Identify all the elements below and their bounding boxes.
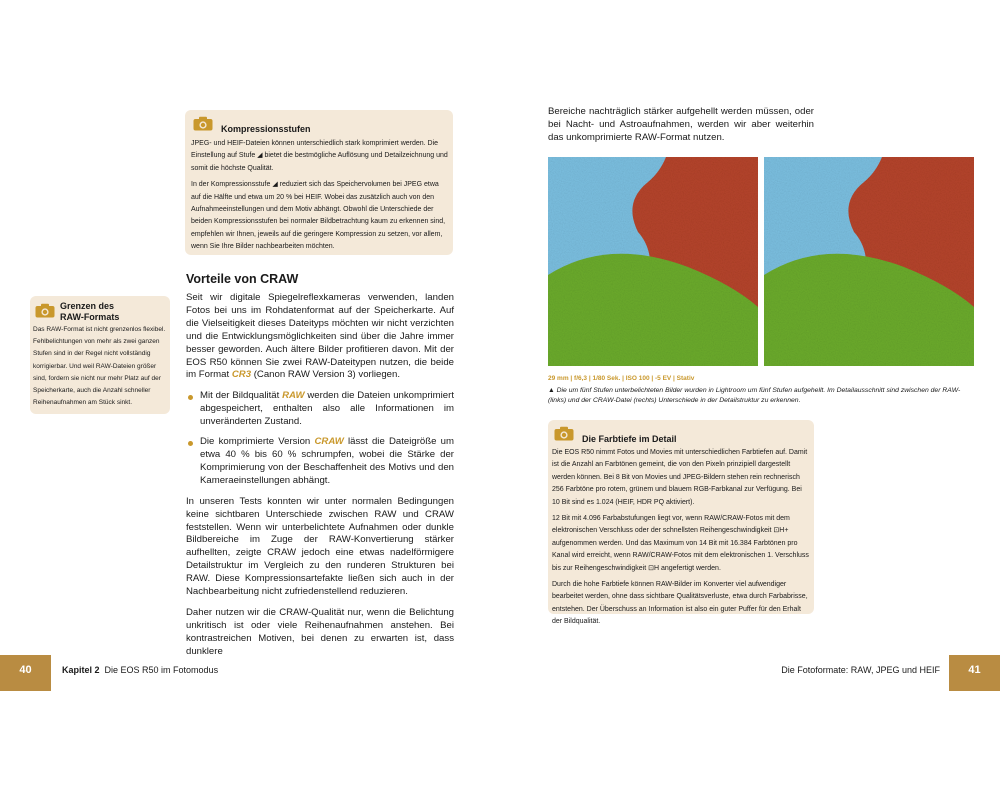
camera-icon <box>193 116 213 131</box>
raw-limits-text: Das RAW-Format ist nicht grenzenlos flexibel. Fehlbelichtungen von mehr als zwei ganzen Stufen sind in der Regel nicht vollständig korrigierbar. Und weil RAW-Dateien größer sind, fordern sie nicht nur mehr Platz auf der Speicherkarte, auch die Anzahl schneller Reihenaufnahmen am Stück sinkt. <box>33 326 166 407</box>
raw-limits-box <box>30 296 170 414</box>
right-page-number: 41 <box>968 664 981 676</box>
color-depth-text <box>552 447 810 633</box>
craw-highlight: CRAW <box>314 436 344 448</box>
chapter-title: Die EOS R50 im Fotomodus <box>104 665 219 675</box>
caption-marker-icon: ▲ <box>548 387 555 394</box>
bullet-craw: Die komprimierte Version CRAW lässt die Dateigröße um etwa 40 % bis 60 % schrumpfen, wobei die Stärke der Komprimierung von der Beschaffenheit des Motivs und den Kameraeinstellungen abhängt. <box>186 436 454 488</box>
camera-icon <box>554 426 574 441</box>
compression-box-para1: JPEG- und HEIF-Dateien können unterschiedlich stark komprimiert werden. Die Einstellung auf Stufe ◢ bietet die bestmögliche Auflösung und Detailzeichnung und somit die höchste Qualität. <box>191 140 448 172</box>
compression-box-title: Kompressionsstufen <box>221 124 311 134</box>
body-paragraph-2: In unseren Tests konnten wir unter normalen Bedingungen keine sichtbaren Unterschiede zwischen RAW und CRAW feststellen. Wenn wir unterbelichtete Aufnahmen oder dunkle Bildbereiche im Zuge der RAW-Konvertierung stärker aufhellten, zeigte CRAW jedoch eine etwas nadelförmigere Detailstruktur im Vergleich zu den runderen Strukturen bei RAW. Diese Kompressionsartefakte ließen sich auch in der Nachbearbeitung nicht zufriedenstellend reduzieren. <box>186 495 454 598</box>
color-depth-para1: Die EOS R50 nimmt Fotos und Movies mit unterschiedlichen Farbtiefen auf. Damit ist die Anzahl an Farbtönen gemeint, die von den Pixeln prinzipiell dargestellt werden können. Bei 8 Bit von Movies und JPEG-Bildern stehen rein rechnerisch 256 Farbtöne pro rotem, grünem und blauem RGB-Farbkanal zur Verfügung. Bei 10 Bit sind es 1.024 (HEIF, HDR PQ aktiviert). <box>552 449 808 506</box>
compression-box-text <box>191 138 449 258</box>
cr3-highlight: CR3 <box>231 369 252 381</box>
raw-limits-title-line1: Grenzen des <box>60 301 115 311</box>
image-caption: ▲ Die um fünf Stufen unterbelichteten Bilder wurden in Lightroom um fünf Stufen aufgehellt. Im Detailausschnitt sind zwischen der RAW- (links) und der CRAW-Datei (rechts) Unterschiede in der Detailstruktur zu erkennen. <box>548 387 961 404</box>
right-footer-label: Die Fotoformate: RAW, JPEG und HEIF <box>781 665 940 675</box>
body-paragraph-1: Seit wir digitale Spiegelreflexkameras verwenden, landen Fotos bei uns im Rohdatenformat auf der Speicherkarte. Auf die Vielseitigkeit dieses Dateityps möchten wir nicht verzichten und die Entwicklungsmöglichkeiten sind über die Jahre immer besser geworden. Auch ältere Bilder profitieren davon. Mit der EOS R50 können Sie zwei RAW-Dateitypen nutzen, die beide im Format CR3 (Canon RAW Version 3) vorliegen. <box>186 292 454 381</box>
body-paragraph-3: Daher nutzen wir die CRAW-Qualität nur, wenn die Belichtung unkritisch ist oder viele Reihenaufnahmen anstehen. Bei kontrastreichen Motiven, bei denen zu erwarten ist, dass dunklere <box>186 606 454 657</box>
right-page-number-tab <box>949 655 1000 691</box>
left-footer-label <box>62 665 218 675</box>
section-heading: Vorteile von CRAW <box>186 272 299 286</box>
raw-limits-title <box>60 301 119 323</box>
compression-info-box <box>185 110 453 255</box>
raw-limits-title-line2: RAW-Formats <box>60 312 120 322</box>
format-bullet-list <box>186 390 454 487</box>
chapter-label: Kapitel 2 <box>62 665 100 675</box>
compression-box-para2: In der Kompressionsstufe ◢ reduziert sich das Speichervolumen bei JPEG etwa auf die Hälfte und etwa um 20 % bei HEIF. Wobei das zusätzlich auch von den Aufnahmeeinstellungen und dem Motiv abhängt. Obwohl die Unterschiede der beiden Kompressionsstufen bei normaler Bildbetrachtung kaum zu erkennen sind, empfehlen wir Ihnen, jeweils auf die geringere Kompression zu setzen, vor allem, wenn Sie Ihre Bilder nachbearbeiten möchten. <box>191 181 446 251</box>
color-depth-box <box>548 420 814 626</box>
camera-icon <box>35 303 55 318</box>
right-page-intro: Bereiche nachträglich stärker aufgehellt werden müssen, oder bei Nacht- und Astroaufnahmen, werden wir aber weiterhin das unkomprimierte RAW-Format nutzen. <box>548 106 814 143</box>
raw-highlight: RAW <box>282 390 305 402</box>
bullet-raw: Mit der Bildqualität RAW werden die Dateien unkomprimiert abgespeichert, enthalten also alle Informationen im unveränderten Zustand. <box>186 390 454 429</box>
craw-detail-image <box>764 157 974 366</box>
left-page-number: 40 <box>19 664 32 676</box>
left-page-body <box>186 292 454 667</box>
color-depth-para3: Durch die hohe Farbtiefe können RAW-Bilder im Konverter viel aufwendiger bearbeitet werden, ohne dass sichtbare Qualitätsverluste, etwa durch Farbabrisse, entstehen. Der Überschuss an Information ist also ein guter Puffer für den Erhalt der Bildqualität. <box>552 581 808 626</box>
left-page-number-tab <box>0 655 51 691</box>
image-exif-line: 29 mm | f/6,3 | 1/80 Sek. | ISO 100 | -5 EV | Stativ <box>548 375 695 382</box>
color-depth-title: Die Farbtiefe im Detail <box>582 434 677 444</box>
color-depth-para2: 12 Bit mit 4.096 Farbabstufungen liegt vor, wenn RAW/CRAW-Fotos mit dem elektronischen Verschluss oder der schnellsten Reihengeschwindigkeit ⊡H+ aufgenommen werden. Und das Maximum von 14 Bit mit 16.384 Farbtönen pro Kanal wird erreicht, wenn RAW/CRAW-Fotos mit dem elektronischen 1. Verschluss bis zur Reihengeschwindigkeit ⊡H angefertigt werden. <box>552 515 809 572</box>
raw-detail-image <box>548 157 758 366</box>
